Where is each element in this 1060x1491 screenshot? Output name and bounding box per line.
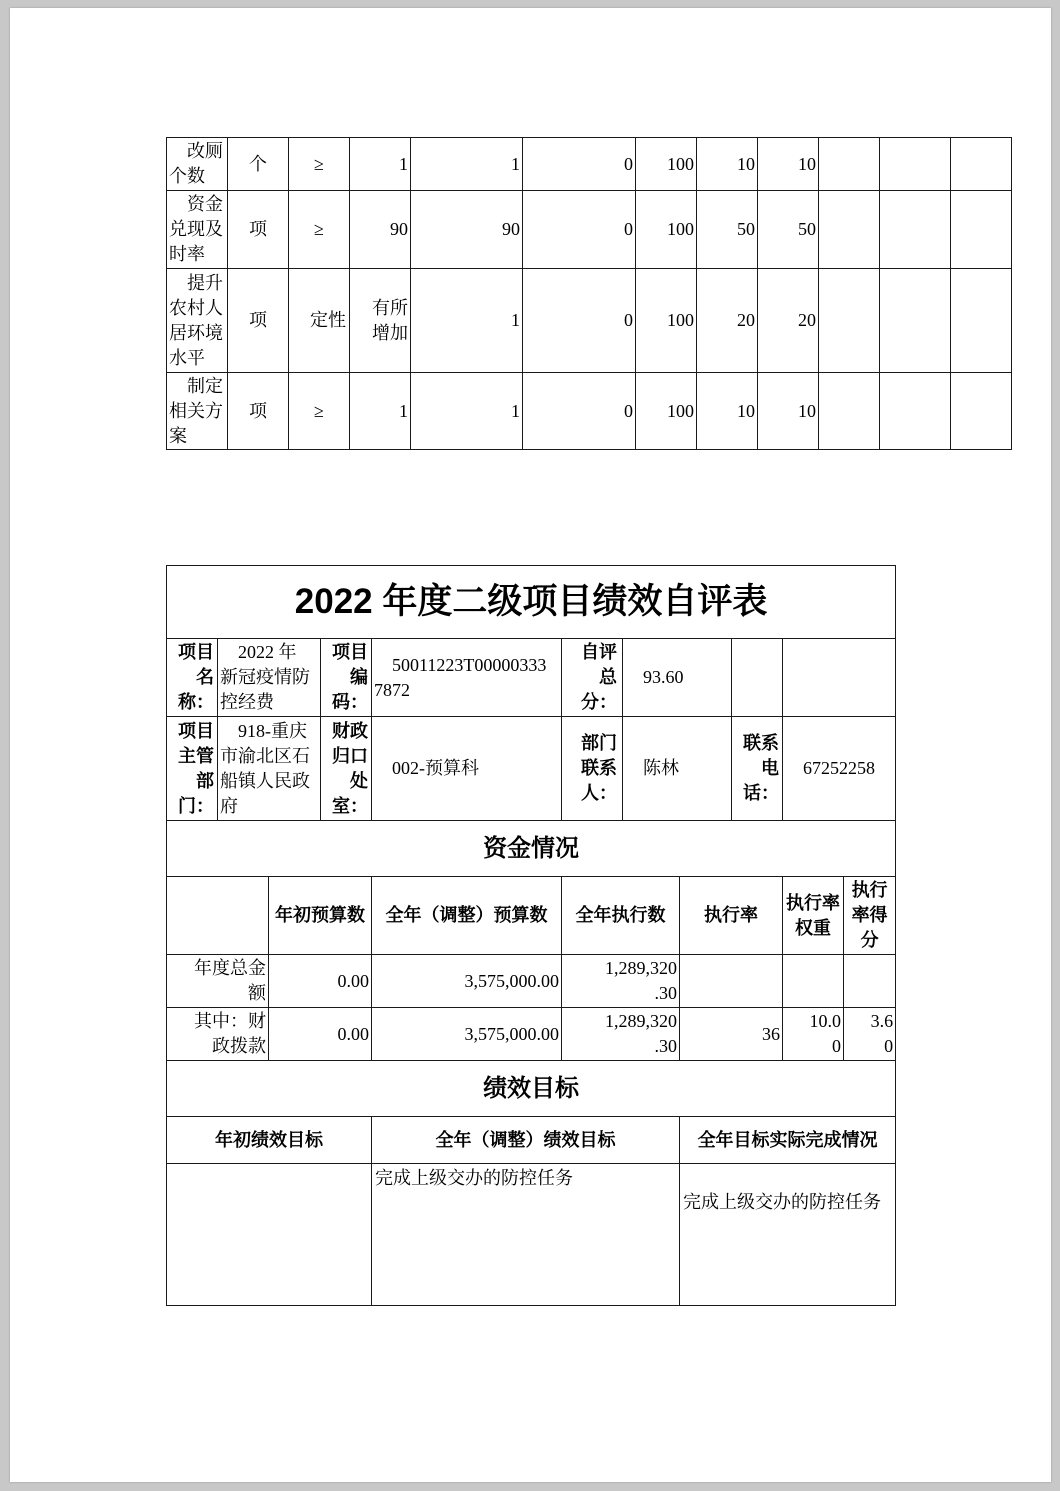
value-cell: 100	[636, 138, 697, 191]
value-cell: 90	[350, 191, 411, 269]
operator-cell: ≥	[289, 191, 350, 269]
self-evaluation-form	[166, 565, 896, 1306]
self-score-value: 93.60	[623, 639, 732, 717]
adjusted-budget-cell: 3,575,000.00	[372, 1008, 562, 1061]
value-cell: 1	[411, 138, 523, 191]
operator-cell: ≥	[289, 138, 350, 191]
value-cell: 10	[758, 138, 819, 191]
empty-cell	[167, 877, 269, 955]
form-title: 2022 年度二级项目绩效自评表	[167, 566, 896, 639]
column-header: 执行率权重	[783, 877, 844, 955]
adjusted-goal-cell: 完成上级交办的防控任务	[372, 1164, 680, 1306]
rate-score-cell	[844, 955, 896, 1008]
section-row	[167, 821, 896, 877]
value-cell: 0	[523, 373, 636, 450]
table-row	[167, 191, 1012, 269]
initial-budget-cell: 0.00	[269, 1008, 372, 1061]
table-row	[167, 1008, 896, 1061]
indicator-name-cell: 提升农村人居环境水平	[167, 269, 228, 373]
execution-rate-cell: 36	[680, 1008, 783, 1061]
row-label: 其中：财政拨款	[167, 1008, 269, 1061]
value-cell: 50	[758, 191, 819, 269]
empty-cell	[880, 269, 951, 373]
value-cell: 50	[697, 191, 758, 269]
phone-label: 联系电话：	[732, 717, 783, 821]
value-cell: 1	[350, 373, 411, 450]
value-cell: 90	[411, 191, 523, 269]
empty-cell	[819, 269, 880, 373]
rate-weight-cell	[783, 955, 844, 1008]
goals-header-row	[167, 1117, 896, 1164]
contact-value: 陈林	[623, 717, 732, 821]
project-name-value: 2022 年新冠疫情防控经费	[218, 639, 321, 717]
empty-cell	[880, 138, 951, 191]
empty-cell	[951, 191, 1012, 269]
goals-heading: 绩效目标	[167, 1061, 896, 1117]
value-cell: 0	[523, 269, 636, 373]
empty-cell	[951, 373, 1012, 450]
row-label: 年度总金额	[167, 955, 269, 1008]
value-cell: 100	[636, 191, 697, 269]
empty-cell	[951, 269, 1012, 373]
column-header: 全年（调整）预算数	[372, 877, 562, 955]
column-header: 全年（调整）绩效目标	[372, 1117, 680, 1164]
empty-cell	[819, 138, 880, 191]
project-code-value: 50011223T000003337872	[372, 639, 562, 717]
table-row	[167, 373, 1012, 450]
unit-cell: 项	[228, 269, 289, 373]
empty-cell	[880, 191, 951, 269]
finance-office-value: 002-预算科	[372, 717, 562, 821]
execution-rate-cell	[680, 955, 783, 1008]
empty-cell	[819, 373, 880, 450]
empty-cell	[732, 639, 783, 717]
rate-weight-cell: 10.00	[783, 1008, 844, 1061]
value-cell: 1	[350, 138, 411, 191]
table-row	[167, 269, 1012, 373]
empty-cell	[783, 639, 896, 717]
value-cell: 10	[697, 138, 758, 191]
contact-label: 部门联系人：	[562, 717, 623, 821]
table-row	[167, 138, 1012, 191]
initial-goal-cell	[167, 1164, 372, 1306]
value-cell: 1	[411, 373, 523, 450]
empty-cell	[880, 373, 951, 450]
department-value: 918-重庆市渝北区石船镇人民政府	[218, 717, 321, 821]
actual-completion-cell: 完成上级交办的防控任务	[680, 1164, 896, 1306]
goals-row	[167, 1164, 896, 1306]
executed-amount-cell: 1,289,320.30	[562, 955, 680, 1008]
column-header: 执行率	[680, 877, 783, 955]
value-cell: 20	[758, 269, 819, 373]
project-info-row	[167, 639, 896, 717]
self-score-label: 自评总分：	[562, 639, 623, 717]
department-label: 项目主管部门：	[167, 717, 218, 821]
operator-cell: ≥	[289, 373, 350, 450]
indicator-name-cell: 制定相关方案	[167, 373, 228, 450]
executed-amount-cell: 1,289,320.30	[562, 1008, 680, 1061]
unit-cell: 项	[228, 373, 289, 450]
value-cell: 有所增加	[350, 269, 411, 373]
column-header: 执行率得分	[844, 877, 896, 955]
empty-cell	[951, 138, 1012, 191]
indicator-name-cell: 资金兑现及时率	[167, 191, 228, 269]
title-row	[167, 566, 896, 639]
value-cell: 10	[697, 373, 758, 450]
value-cell: 100	[636, 373, 697, 450]
empty-cell	[819, 191, 880, 269]
project-code-label: 项目编码：	[321, 639, 372, 717]
document-page	[10, 8, 1051, 1482]
funds-header-row	[167, 877, 896, 955]
unit-cell: 项	[228, 191, 289, 269]
rate-score-cell: 3.60	[844, 1008, 896, 1061]
operator-cell: 定性	[289, 269, 350, 373]
table-row	[167, 955, 896, 1008]
project-name-label: 项目名称：	[167, 639, 218, 717]
department-info-row	[167, 717, 896, 821]
unit-cell: 个	[228, 138, 289, 191]
value-cell: 10	[758, 373, 819, 450]
initial-budget-cell: 0.00	[269, 955, 372, 1008]
section-row	[167, 1061, 896, 1117]
indicator-table	[166, 137, 1012, 450]
phone-value: 67252258	[783, 717, 896, 821]
adjusted-budget-cell: 3,575,000.00	[372, 955, 562, 1008]
finance-office-label: 财政归口处室：	[321, 717, 372, 821]
value-cell: 100	[636, 269, 697, 373]
value-cell: 0	[523, 138, 636, 191]
column-header: 全年目标实际完成情况	[680, 1117, 896, 1164]
column-header: 年初预算数	[269, 877, 372, 955]
value-cell: 20	[697, 269, 758, 373]
indicator-name-cell: 改厕个数	[167, 138, 228, 191]
value-cell: 1	[411, 269, 523, 373]
funds-heading: 资金情况	[167, 821, 896, 877]
column-header: 全年执行数	[562, 877, 680, 955]
column-header: 年初绩效目标	[167, 1117, 372, 1164]
value-cell: 0	[523, 191, 636, 269]
